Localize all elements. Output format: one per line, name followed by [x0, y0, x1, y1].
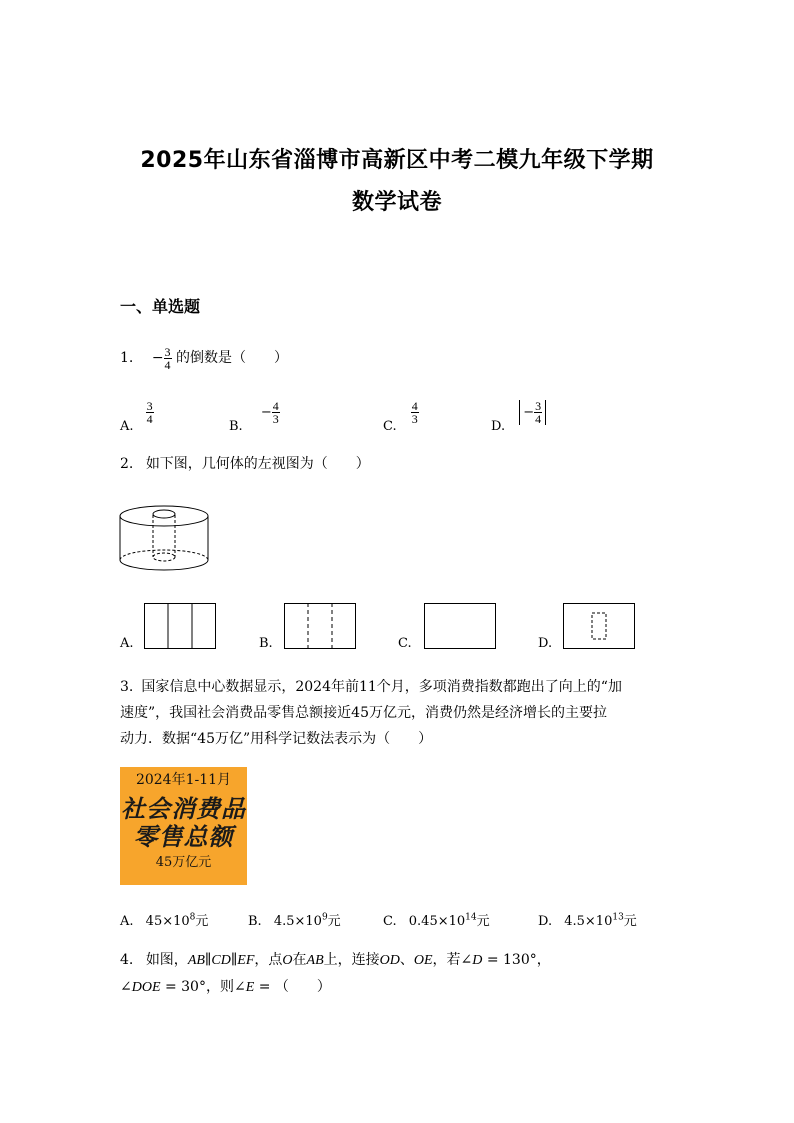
- fraction-numerator: 4: [411, 399, 418, 413]
- q2-option-d-label[interactable]: D.: [538, 636, 553, 651]
- retail-sales-image: [120, 767, 247, 885]
- option-label: C.: [383, 914, 397, 929]
- paper-title-line1: 2025年山东省淄博市高新区中考二模九年级下学期: [140, 148, 654, 173]
- option-sign: −: [523, 405, 535, 420]
- option-coefficient: 45×10: [145, 914, 190, 929]
- question-number: 4.: [120, 952, 134, 968]
- q2-option-a-label[interactable]: A.: [120, 636, 134, 651]
- fraction-numerator: 3: [164, 344, 171, 359]
- q3-option-c[interactable]: [383, 910, 490, 929]
- q3-line3: 动力．数据“45万亿”用科学记数法表示为（ ）: [120, 731, 433, 747]
- image-top-text: 2024年1-11月: [135, 772, 232, 788]
- option-coefficient: 4.5×10: [273, 914, 322, 929]
- question-1: [120, 345, 288, 371]
- fraction-denominator: 4: [535, 412, 542, 426]
- option-sign: −: [260, 405, 272, 420]
- question-3: [120, 674, 622, 752]
- q4-text: ，若: [432, 952, 461, 968]
- q3-line2: 速度”，我国社会消费品零售总额接近45万亿元，消费仍然是经济增长的主要拉: [120, 705, 607, 721]
- option-unit: 元: [476, 914, 490, 929]
- q4-text: 如图，: [145, 952, 188, 968]
- q3-option-a[interactable]: [120, 910, 208, 929]
- option-unit: 元: [195, 914, 209, 929]
- fraction: [164, 346, 172, 371]
- q2-stem: 如下图，几何体的左视图为（ ）: [145, 456, 370, 472]
- q4-math: ∠D: [460, 953, 483, 968]
- fraction-denominator: 4: [146, 412, 153, 426]
- q4-text: 上，连接: [323, 952, 380, 968]
- option-coefficient: 4.5×10: [564, 914, 613, 929]
- fraction-numerator: 3: [535, 399, 542, 413]
- absolute-value-bars: [519, 400, 546, 425]
- q3-line1: 国家信息中心数据显示，2024年前11个月，多项消费指数都跑出了向上的“加: [141, 679, 622, 695]
- fraction-denominator: 3: [272, 412, 279, 426]
- question-2: [120, 451, 370, 477]
- image-headline-1: 社会消费品: [121, 795, 246, 823]
- q4-math: OD: [379, 953, 400, 968]
- q4-text: 在: [292, 952, 307, 968]
- paper-title-line2: 数学试卷: [351, 190, 442, 215]
- option-unit: 元: [623, 914, 637, 929]
- q4-math: ∠E: [233, 980, 255, 995]
- q2-option-a-view[interactable]: [144, 603, 216, 649]
- question-4: [120, 947, 680, 1001]
- option-exponent: 8: [189, 912, 196, 923]
- q1-fraction: [151, 344, 176, 372]
- q1-option-d[interactable]: [491, 399, 546, 434]
- q2-option-c-view[interactable]: [424, 603, 496, 649]
- fraction-denominator: 3: [411, 412, 418, 426]
- q2-option-b-label[interactable]: B.: [259, 636, 273, 651]
- q4-math: AB: [306, 953, 324, 968]
- option-exponent: 14: [465, 912, 477, 923]
- option-label: D.: [538, 914, 553, 929]
- fraction-sign: −: [151, 350, 164, 366]
- q4-text: = 130°，: [482, 952, 551, 968]
- q1-option-a[interactable]: [120, 399, 154, 434]
- q2-option-c-label[interactable]: C.: [398, 636, 412, 651]
- q4-text: = 30°，则: [160, 979, 234, 995]
- fraction-denominator: 4: [164, 357, 171, 372]
- cylinder-figure: [118, 502, 214, 574]
- question-number: 1.: [120, 350, 134, 366]
- image-headline-2: 零售总额: [133, 823, 234, 851]
- q4-math: AB∥CD∥EF: [187, 953, 255, 968]
- q4-math: ∠DOE: [120, 980, 161, 995]
- option-label: B.: [229, 419, 243, 434]
- q1-stem: 的倒数是（ ）: [176, 350, 288, 366]
- option-label: A.: [120, 419, 134, 434]
- q4-text: 、: [399, 952, 414, 968]
- q4-math: OE: [413, 953, 433, 968]
- q4-math: O: [282, 953, 293, 968]
- section-heading: 一、单选题: [120, 297, 201, 316]
- option-label: C.: [383, 419, 397, 434]
- q2-option-b-view[interactable]: [284, 603, 356, 649]
- question-number: 3.: [120, 679, 134, 695]
- image-bottom-text: 45万亿元: [155, 855, 212, 870]
- fraction-numerator: 3: [146, 399, 153, 413]
- option-unit: 元: [327, 914, 341, 929]
- option-label: D.: [491, 419, 506, 434]
- option-exponent: 13: [612, 912, 624, 923]
- fraction-numerator: 4: [272, 399, 279, 413]
- q2-option-d-view[interactable]: [563, 603, 635, 649]
- question-number: 2.: [120, 456, 134, 472]
- q3-option-d[interactable]: [538, 910, 637, 929]
- option-exponent: 9: [321, 912, 328, 923]
- q4-text: = （ ）: [254, 979, 331, 995]
- option-coefficient: 0.45×10: [408, 914, 466, 929]
- option-label: B.: [248, 914, 262, 929]
- q1-option-c[interactable]: [383, 399, 419, 434]
- q3-option-b[interactable]: [248, 910, 341, 929]
- q4-text: ，点: [254, 952, 283, 968]
- option-label: A.: [120, 914, 134, 929]
- q1-option-b[interactable]: [229, 399, 280, 434]
